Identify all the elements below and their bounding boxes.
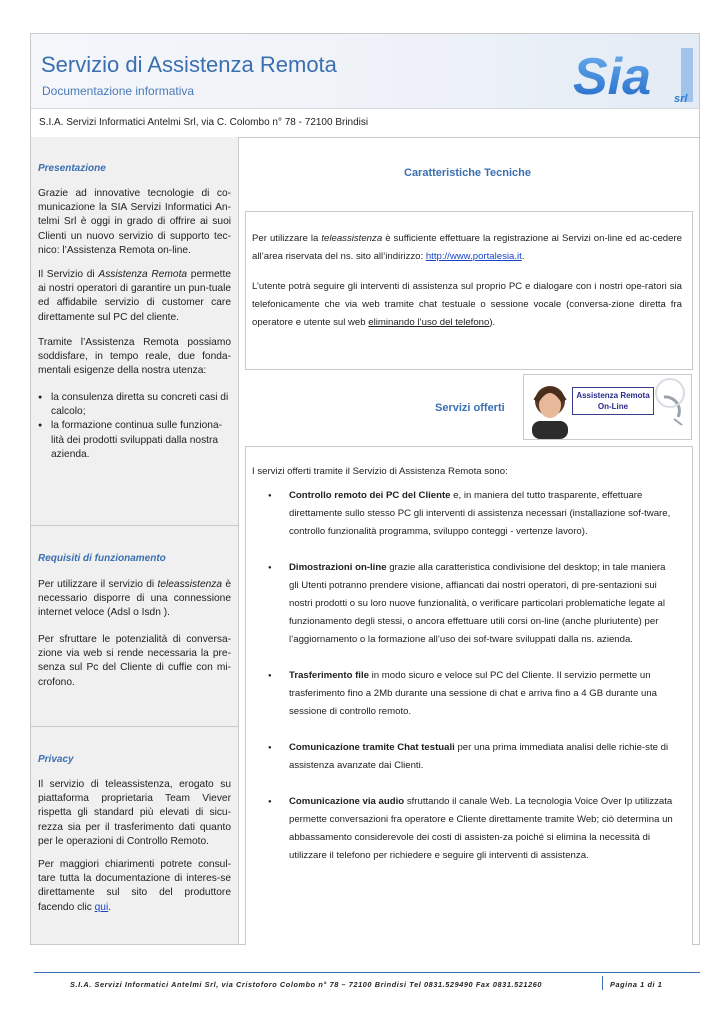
logo-suffix: srl <box>674 93 688 105</box>
portalesia-link[interactable]: http://www.portalesia.it <box>425 251 522 262</box>
presentazione-paragraph-1: Grazie ad innovative tecnologie di co-municazione la SIA Servizi Informatici An-telmi Srl è oggi in grado di offrire ai suoi Clienti un nuovo servizio di supporto tec-nico: l’Assistenza Remota on-line. <box>38 188 231 256</box>
list-item: ● la formazione continua sulle funziona-lità dei prodotti sviluppati dalla nostra azienda. <box>38 419 231 462</box>
caratteristiche-paragraph-1: Per utilizzare la teleassistenza è sufficiente effettuare la registrazione ai Servizi on-line ed ac-cedere all’area riservata del ns. sito all’indirizzo: http://www.portalesia.it. <box>252 233 682 262</box>
list-item: ● Comunicazione via audio sfruttando il canale Web. La tecnologia Voice Over Ip utilizzata permette conversazioni fra operatore e Cliente direttamente tramite Web; ciò determina un abbassamento considerevole dei costi di assisten-za poiché si elimina la necessità di utilizzare il telefono per richiedere e seguire gli interventi di assistenza. <box>264 793 674 865</box>
sidebar <box>31 137 239 944</box>
footer-company-info: S.I.A. Servizi Informatici Antelmi Srl, via Cristoforo Colombo n° 78 – 72100 Brindisi Tel 0831.529490 Fax 0831.521260 <box>70 980 543 989</box>
section-heading-servizi: Servizi offerti <box>435 402 505 414</box>
servizi-list <box>264 487 674 883</box>
eliminando-telefono-link: eliminando l’uso del telefono <box>368 317 490 328</box>
list-item: ● Controllo remoto dei PC del Cliente e, in maniera del tutto trasparente, effettuare direttamente sullo stesso PC gli interventi di assistenza necessari (installazione sof-tware, controllo funzionalità programma, sviluppo conteggi - vertenze lavoro). <box>264 487 674 541</box>
list-item: ● Trasferimento file in modo sicuro e veloce sul PC del Cliente. Il servizio permette un trasferimento fino a 2Mb durante una sessione di chat e arriva fino a 4 GB durante una sessione di controllo remoto. <box>264 667 674 721</box>
document-page <box>30 33 700 945</box>
requisiti-paragraph-1: Per utilizzare il servizio di teleassistenza è necessario disporre di una connessione internet veloce (Adsl o Isdn ). <box>38 579 231 619</box>
list-item: ● la consulenza diretta su concreti casi di calcolo; <box>38 391 231 419</box>
address-bar <box>31 109 699 138</box>
page-subtitle: Documentazione informativa <box>42 84 195 98</box>
section-heading-caratteristiche: Caratteristiche Tecniche <box>404 167 531 179</box>
caratteristiche-paragraph-2: L’utente potrà seguire gli interventi di assistenza sul proprio PC e dialogare con i nostri ope-ratori sia telefonicamente che via web tramite chat testuale o sessione vocale (conversa-zione diretta fra operatore e utente sul web eliminando l’uso del telefono). <box>252 281 682 328</box>
privacy-paragraph-2: Per maggiori chiarimenti potrete consul-tare tutta la documentazione di interes-se direttamente sul sito del produttore facendo clic qui. <box>38 859 231 913</box>
assistenza-badge <box>572 387 654 415</box>
logo-letters: Sia <box>573 48 652 106</box>
badge-line-2: On-Line <box>597 402 629 411</box>
page-title: Servizio di Assistenza Remota <box>41 52 337 77</box>
sidebar-divider <box>31 726 238 727</box>
sidebar-divider <box>31 525 238 526</box>
section-heading-requisiti: Requisiti di funzionamento <box>38 553 166 564</box>
assistenza-remota-banner <box>523 374 692 440</box>
section-heading-presentazione: Presentazione <box>38 163 106 174</box>
badge-line-1: Assistenza Remota <box>576 391 650 400</box>
section-heading-privacy: Privacy <box>38 754 74 765</box>
presentazione-list <box>38 391 231 462</box>
requisiti-paragraph-2: Per sfruttare le potenzialità di conversa-zione via web si rende necessaria la pre-senza sul Pc del Cliente di cuffie con mi-crofono. <box>38 634 231 688</box>
footer-separator <box>602 976 603 990</box>
produttore-link[interactable]: qui <box>94 901 109 913</box>
sia-logo <box>571 44 695 106</box>
page-number: Pagina 1 di 1 <box>610 980 663 989</box>
privacy-paragraph-1: Il servizio di teleassistenza, erogato su piattaforma proprietaria Team Viever rispetta gli standard più elevati di sicu-rezza sia per il trasferimento dati quanto per le operazioni di Controllo Remoto. <box>38 779 231 847</box>
list-item: ● Comunicazione tramite Chat testuali per una prima immediata analisi delle richie-ste di assistenza avanzate dai Clienti. <box>264 739 674 775</box>
company-address: S.I.A. Servizi Informatici Antelmi Srl, via C. Colombo n° 78 - 72100 Brindisi <box>39 117 369 128</box>
list-item: ● Dimostrazioni on-line grazie alla caratteristica condivisione del desktop; in tale maniera gli Utenti potranno prendere visione, affiancati dai nostri operatori, di pre-sentazioni sui nostri prodotti o su loro nuove funzionalità, o verificare particolari problematiche legate al funzionamento degli stessi, o ancora effettuare utili corsi on-line (anche pluriutente) per l’aggiornamento o la formazione all’uso dei sof-tware sviluppati dalla ns. azienda. <box>264 559 674 649</box>
servizi-intro: I servizi offerti tramite il Servizio di Assistenza Remota sono: <box>252 466 508 477</box>
servizi-box <box>245 446 693 945</box>
presentazione-paragraph-2: Il Servizio di Assistenza Remota permette ai nostri operatori di garantire un pun-tuale ed affidabile servizio di customer care direttamente sul PC del cliente. <box>38 269 231 323</box>
presentazione-paragraph-3: Tramite l’Assistenza Remota possiamo soddisfare, in tempo reale, due fonda-mentali esigenze della nostra utenza: <box>38 337 231 377</box>
footer-divider <box>34 972 700 973</box>
header-banner <box>31 34 699 109</box>
caratteristiche-box <box>245 211 693 370</box>
